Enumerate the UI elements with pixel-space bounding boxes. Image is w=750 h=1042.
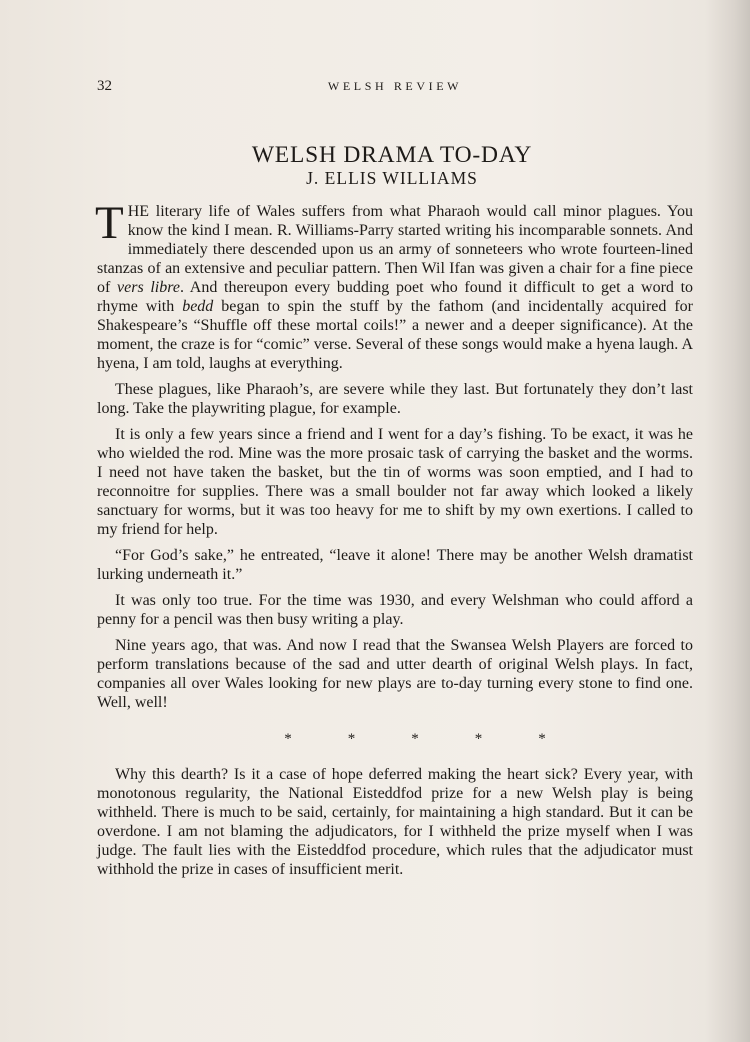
text-run: It is only a few years since a friend and I went for a day’s fishing. To be exact, it was he who wielded the rod. Mine was the more prosaic task of carrying the basket and the worms. I need not have taken the basket, but the tin of worms was soon emptied, and I had to reconnoitre for supplies. There was a small boulder not far away which looked a likely sanctuary for worms, but it was too heavy for me to shift by my own exertions. I called to my friend for help. [97,426,693,538]
paragraph [97,546,693,584]
italic-text: vers libre [117,279,180,296]
paragraphs-after-break [97,765,693,879]
article-title: WELSH DRAMA TO-DAY [251,141,533,168]
text-run: It was only too true. For the time was 1930, and every Welshman who could afford a penny for a pencil was then busy writing a play. [97,592,693,628]
asterisk: * [474,731,483,747]
paragraph [97,425,693,539]
asterisk: * [284,731,292,747]
text-run: Why this dearth? Is it a case of hope deferred making the heart sick? Every year, with monotonous regularity, the National Eisteddfod prize for a new Welsh play is being withheld. There is much to be said, certainly, for maintaining a high standard. But it can be overdone. I am not blaming the adjudicators, for I withheld the prize myself when I was judge. The fault lies with the Eisteddfod procedure, which rules that the adjudicator must withhold the prize in cases of insufficient merit. [97,766,693,878]
article-author: J. ELLIS WILLIAMS [306,168,478,188]
asterisk: * [347,731,356,747]
italic-text: bedd [182,298,214,315]
text-run: These plagues, like Pharaoh’s, are severe while they last. But fortunately they don’t last long. Take the playwriting plague, for example. [97,381,693,417]
paragraphs-before-break [95,197,694,712]
section-break [97,730,693,749]
text-run: . And thereupon every budding poet who found it difficult to get a word to rhyme with [97,279,694,315]
drop-cap: T [95,197,124,249]
asterisk: * [411,731,419,747]
paragraph [97,591,693,629]
paragraph [97,765,693,879]
asterisk: * [538,731,546,747]
text-run: “For God’s sake,” he entreated, “leave it alone! There may be another Welsh dramatist lurking underneath it.” [97,547,693,583]
page-number: 32 [97,78,112,94]
article-body [95,197,694,879]
paragraph [95,197,694,373]
text-run: HE literary life of Wales suffers from what Pharaoh would call minor plagues. You know the kind I mean. R. Williams-Parry started writing his incomparable sonnets. And immediately there descended upon us an army of sonneteers who wrote fourteen-lined stanzas of an extensive and peculiar pattern. Then Wil Ifan was given a chair for a fine piece of [97,203,693,296]
paragraph [97,636,693,712]
journal-title: WELSH REVIEW [327,79,463,93]
running-head [0,78,750,98]
text-run: Nine years ago, that was. And now I read that the Swansea Welsh Players are forced to perform translations because of the sad and utter dearth of original Welsh plays. In fact, companies all over Wales looking for new plays are to-day turning every stone to find one. Well, well! [97,637,693,711]
text-run: began to spin the stuff by the fathom (and incidentally acquired for Shakespeare’s “Shuffle off these mortal coils!” a newer and a deeper significance). At the moment, the craze is for “comic” verse. Several of these songs would make a hyena laugh. A hyena, I am told, laughs at everything. [97,298,694,372]
paragraph [97,380,693,418]
